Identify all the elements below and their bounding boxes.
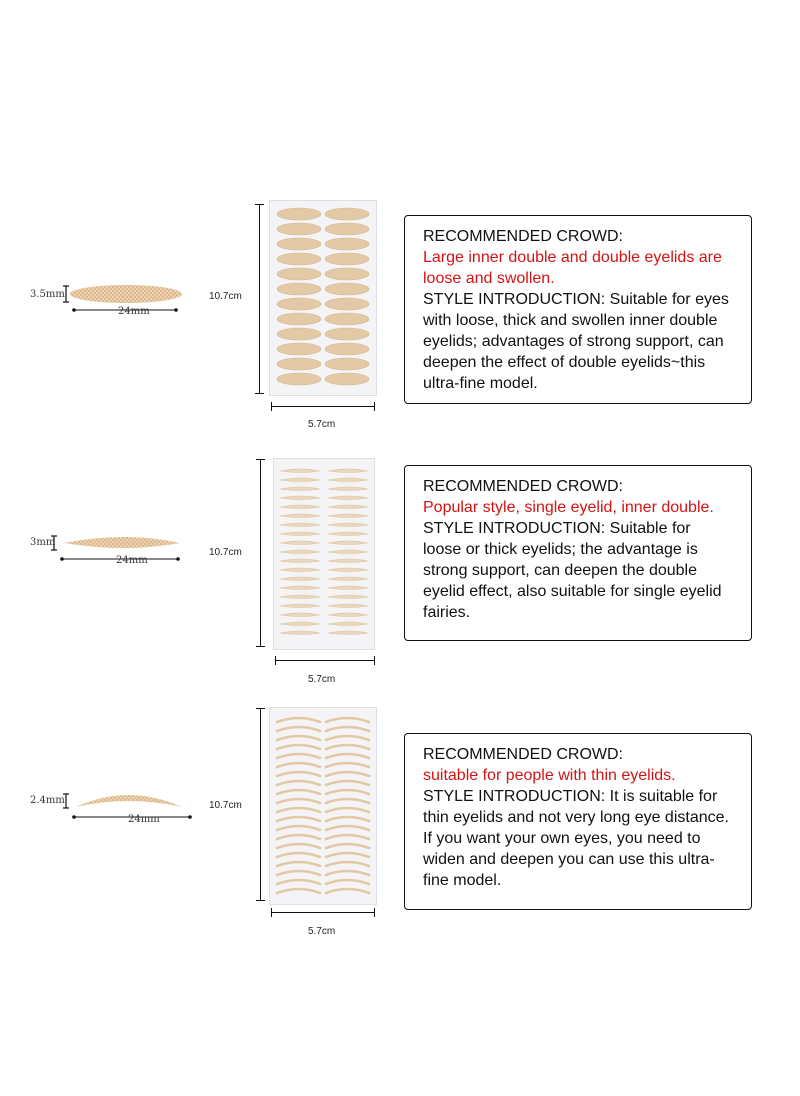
height-rule-top — [255, 204, 264, 205]
sticker-sheet — [269, 200, 377, 396]
strip-illustration — [30, 525, 200, 585]
strip-illustration — [30, 785, 200, 845]
sheet-height-label: 10.7cm — [209, 800, 242, 811]
strip-height-label: 3mm — [30, 537, 56, 548]
info-box — [404, 465, 752, 641]
info-box — [404, 215, 752, 404]
crowd-text: Large inner double and double eyelids are loose and swollen. — [423, 249, 722, 287]
height-rule-bottom — [256, 646, 265, 647]
strip-width-label: 24mm — [116, 555, 148, 566]
sheet-height-label: 10.7cm — [209, 291, 242, 302]
sticker-sheet — [269, 707, 377, 905]
strip-width-label: 24mm — [128, 814, 160, 825]
height-rule-top — [256, 459, 265, 460]
sheet-height-label: 10.7cm — [209, 547, 242, 558]
strip-height-label: 3.5mm — [30, 289, 65, 300]
width-rule-right — [374, 402, 375, 411]
sheet-width-label: 5.7cm — [308, 926, 336, 937]
width-rule — [275, 660, 375, 661]
width-rule-right — [374, 656, 375, 665]
strip-illustration — [30, 268, 200, 328]
strip-shape — [30, 785, 200, 845]
style-introduction: STYLE INTRODUCTION: It is suitable for thin eyelids and not very long eye distance. If you want your own eyes, you need to widen and deepen you can use this ultra-fine model. — [423, 788, 729, 889]
width-rule-left — [271, 908, 272, 917]
info-box — [404, 733, 752, 910]
style-introduction: STYLE INTRODUCTION: Suitable for eyes with loose, thick and swollen inner double eyelids; advantages of strong support, can deepen the effect of double eyelids~this ultra-fine model. — [423, 291, 729, 392]
height-rule — [260, 459, 261, 647]
strip-shape — [30, 525, 200, 585]
product-row-3 — [0, 705, 800, 940]
strip-height-label: 2.4mm — [30, 795, 65, 806]
strip-width-label: 24mm — [118, 306, 150, 317]
width-rule — [271, 912, 375, 913]
crowd-text: suitable for people with thin eyelids. — [423, 767, 676, 784]
width-rule-left — [271, 402, 272, 411]
sheet-width-label: 5.7cm — [308, 674, 336, 685]
product-row-2 — [0, 455, 800, 690]
product-row-1 — [0, 200, 800, 430]
width-rule — [271, 406, 375, 407]
crowd-heading: RECOMMENDED CROWD: — [423, 478, 623, 495]
sticker-sheet — [273, 458, 375, 650]
style-introduction: STYLE INTRODUCTION: Suitable for loose or thick eyelids; the advantage is strong support, can deepen the double eyelid effect, also suitable for single eyelid fairies. — [423, 520, 722, 621]
strip-shape — [30, 268, 200, 328]
height-rule — [260, 708, 261, 901]
width-rule-left — [275, 656, 276, 665]
height-rule-top — [256, 708, 265, 709]
height-rule-bottom — [255, 393, 264, 394]
height-rule — [259, 204, 260, 394]
crowd-text: Popular style, single eyelid, inner double. — [423, 499, 714, 516]
height-rule-bottom — [256, 900, 265, 901]
crowd-heading: RECOMMENDED CROWD: — [423, 228, 623, 245]
sheet-width-label: 5.7cm — [308, 419, 336, 430]
crowd-heading: RECOMMENDED CROWD: — [423, 746, 623, 763]
width-rule-right — [374, 908, 375, 917]
